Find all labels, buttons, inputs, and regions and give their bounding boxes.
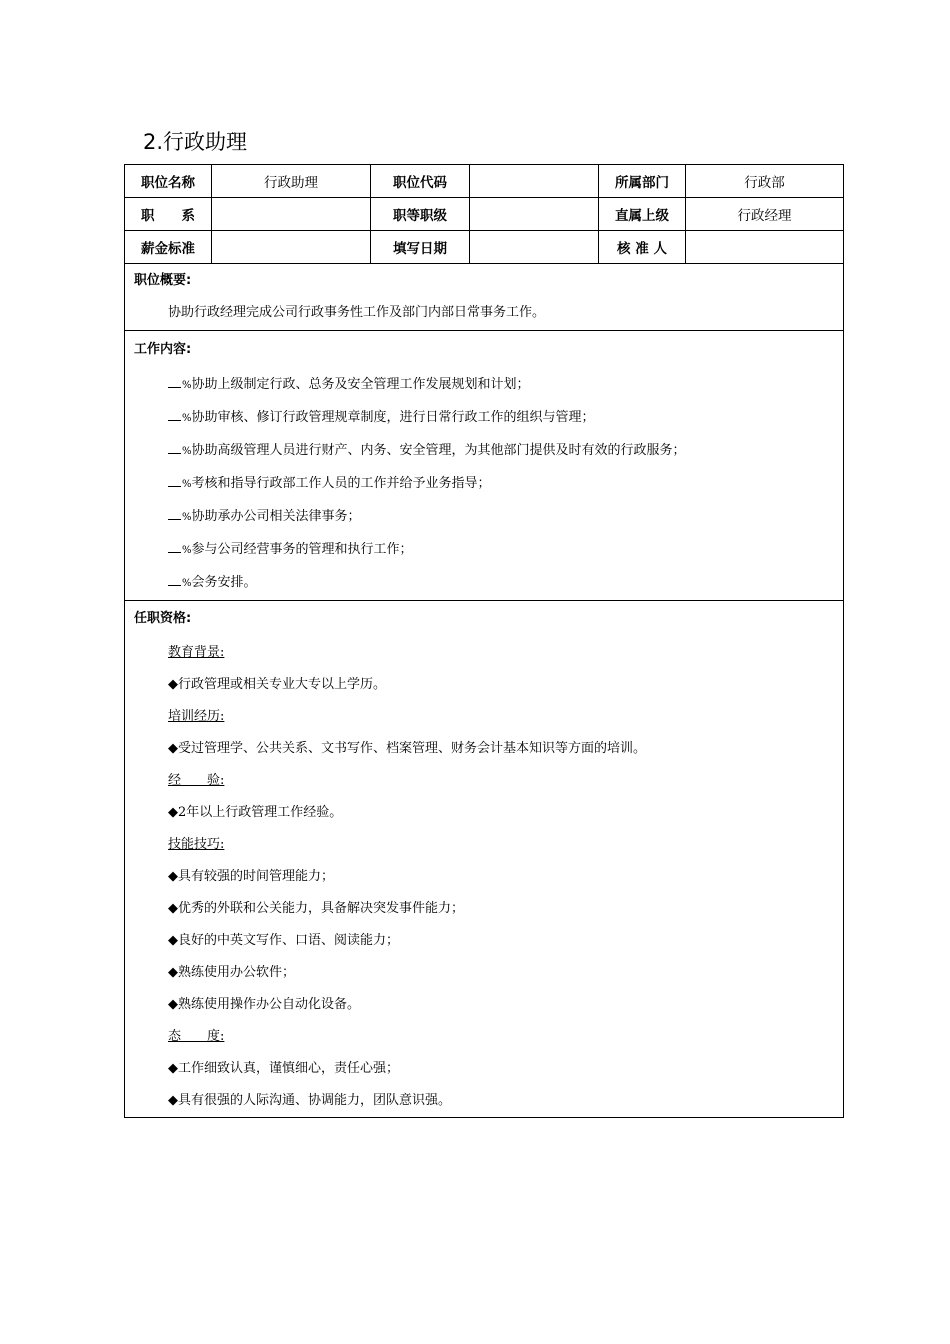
duty-text: 参与公司经营事务的管理和执行工作； <box>191 542 413 557</box>
qualifications-heading: 任职资格: <box>134 611 192 626</box>
percent-symbol: % <box>182 479 192 490</box>
position-code-label: 职位代码 <box>371 165 470 198</box>
department-value: 行政部 <box>686 165 844 198</box>
overview-heading: 职位概要: <box>134 273 192 288</box>
job-description-table <box>124 164 844 1118</box>
qualifications-row <box>125 601 844 1118</box>
education-item: ◆行政管理或相关专业大专以上学历。 <box>168 677 386 692</box>
attitude-subheading <box>125 1021 843 1053</box>
qualifications-list <box>125 637 843 1117</box>
job-family-value <box>212 198 371 231</box>
duty-item <box>125 369 843 402</box>
training-item: ◆受过管理学、公共关系、文书写作、档案管理、财务会计基本知识等方面的培训。 <box>168 741 646 756</box>
position-name-value: 行政助理 <box>212 165 371 198</box>
percentage-blank <box>168 506 181 520</box>
percent-symbol: % <box>182 512 192 523</box>
duties-section <box>125 331 844 601</box>
percent-symbol: % <box>182 578 192 589</box>
experience-subheading <box>125 765 843 797</box>
attitude-item: ◆具有很强的人际沟通、协调能力，团队意识强。 <box>168 1093 451 1108</box>
percent-symbol: % <box>182 446 192 457</box>
grade-value <box>470 198 599 231</box>
skills-item: ◆具有较强的时间管理能力； <box>168 869 334 884</box>
salary-label: 薪金标准 <box>125 231 212 264</box>
percent-symbol: % <box>182 380 192 391</box>
overview-section <box>125 264 844 331</box>
fill-date-label: 填写日期 <box>371 231 470 264</box>
overview-row <box>125 264 844 331</box>
skills-item: ◆熟练使用操作办公自动化设备。 <box>168 997 360 1012</box>
percentage-blank <box>168 572 181 586</box>
experience-label: 经 验: <box>168 773 225 788</box>
duty-item <box>125 567 843 600</box>
qualifications-section <box>125 601 844 1118</box>
duty-text: 协助承办公司相关法律事务； <box>191 509 361 524</box>
overview-text: 协助行政经理完成公司行政事务性工作及部门内部日常事务工作。 <box>168 305 546 320</box>
experience-item: ◆2年以上行政管理工作经验。 <box>168 805 343 820</box>
skills-label: 技能技巧: <box>168 837 225 852</box>
skills-item: ◆良好的中英文写作、口语、阅读能力； <box>168 933 399 948</box>
fill-date-value <box>470 231 599 264</box>
salary-value <box>212 231 371 264</box>
duty-text: 协助高级管理人员进行财产、内务、安全管理，为其他部门提供及时有效的行政服务； <box>191 443 686 458</box>
duty-item <box>125 435 843 468</box>
duty-text: 考核和指导行政部工作人员的工作并给予业务指导； <box>191 476 491 491</box>
page-title: 2.行政助理 <box>143 130 248 154</box>
duties-list <box>125 369 843 600</box>
percent-symbol: % <box>182 545 192 556</box>
job-family-label: 职 系 <box>125 198 212 231</box>
skills-item: ◆优秀的外联和公关能力，具备解决突发事件能力； <box>168 901 464 916</box>
training-subheading <box>125 701 843 733</box>
duty-item <box>125 534 843 567</box>
duty-item <box>125 501 843 534</box>
supervisor-label: 直属上级 <box>599 198 686 231</box>
skills-subheading <box>125 829 843 861</box>
position-name-label: 职位名称 <box>125 165 212 198</box>
duties-row <box>125 331 844 601</box>
info-row <box>125 231 844 264</box>
percentage-blank <box>168 374 181 388</box>
percentage-blank <box>168 473 181 487</box>
approver-label: 核 准 人 <box>599 231 686 264</box>
info-row <box>125 165 844 198</box>
approver-value <box>686 231 844 264</box>
duty-text: 会务安排。 <box>191 575 257 590</box>
education-subheading <box>125 637 843 669</box>
supervisor-value: 行政经理 <box>686 198 844 231</box>
duty-text: 协助审核、修订行政管理规章制度，进行日常行政工作的组织与管理； <box>191 410 595 425</box>
info-row <box>125 198 844 231</box>
duties-heading: 工作内容: <box>134 342 192 357</box>
department-label: 所属部门 <box>599 165 686 198</box>
percentage-blank <box>168 407 181 421</box>
duty-item <box>125 468 843 501</box>
duty-text: 协助上级制定行政、总务及安全管理工作发展规划和计划； <box>191 377 530 392</box>
attitude-label: 态 度: <box>168 1029 225 1044</box>
percentage-blank <box>168 539 181 553</box>
education-label: 教育背景: <box>168 645 225 660</box>
training-label: 培训经历: <box>168 709 225 724</box>
duty-item <box>125 402 843 435</box>
grade-label: 职等职级 <box>371 198 470 231</box>
position-code-value <box>470 165 599 198</box>
percent-symbol: % <box>182 413 192 424</box>
skills-item: ◆熟练使用办公软件； <box>168 965 295 980</box>
attitude-item: ◆工作细致认真，谨慎细心，责任心强； <box>168 1061 399 1076</box>
percentage-blank <box>168 440 181 454</box>
